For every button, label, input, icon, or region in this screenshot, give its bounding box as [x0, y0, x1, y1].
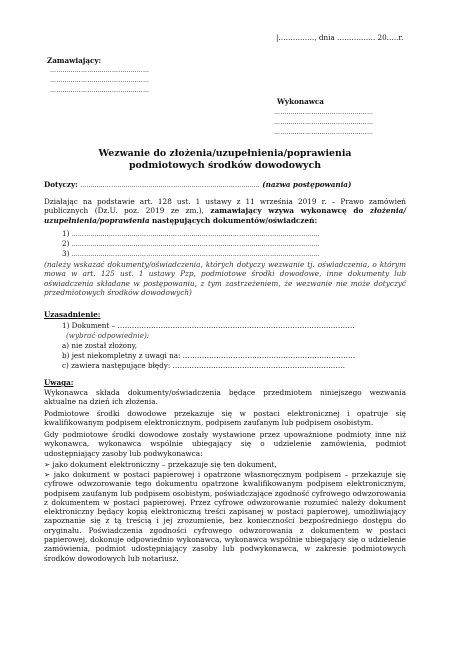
uzasadnienie-label: Uzasadnienie:	[44, 310, 101, 319]
uwaga-label: Uwaga:	[44, 378, 74, 387]
wykonawca-line-3: …………………………………………	[274, 129, 374, 136]
dotyczy-note: (nazwa postępowania)	[262, 180, 352, 189]
date-line: |……………, dnia ……………. 20…..r.	[276, 33, 404, 42]
zamawiajacy-line-1: …………………………………………	[50, 67, 150, 74]
item-num: 1)	[62, 229, 70, 238]
intro-text-3: złożenia/ uzupełnienia/poprawienia	[44, 206, 407, 225]
dotyczy-row	[44, 180, 351, 190]
option-num: c)	[62, 361, 69, 370]
intro-text-4: następujących dokumentów/oświadczeń:	[151, 215, 318, 225]
zamawiajacy-label: Zamawiający:	[47, 56, 102, 65]
list-item	[62, 239, 320, 249]
option-text: jest niekompletny z uwagi na: ………………………………………………………………	[71, 351, 356, 360]
intro-text-2: zamawiający wzywa wykonawcę do	[210, 206, 364, 216]
list-item	[62, 249, 320, 259]
option-row	[62, 361, 345, 370]
intro-note: (należy wskazać dokumenty/oświadczenia, których dotyczy wezwanie tj. oświadczenia, o którym mowa w art. 125 ust. 1 ustawy Pzp, podmiotowe środki dowodowe, inne dokumenty lub oświadczenia składane w postępowaniu, z tym zastrzeżeniem, że wezwanie nie może dotyczyć przedmiotowych środków dowodowych)	[44, 260, 406, 297]
document-line: 1) Dokument – ………………………………………………………………………………………	[62, 321, 355, 330]
item-dots: …………………………………………………………………………………………………………	[71, 251, 320, 258]
uwaga-paragraph: Podmiotowe środki dowodowe przekazuje się w postaci elektronicznej i opatruje się kwalifikowanym podpisem elektronicznym, podpisem zaufanym lub podpisem osobistym.	[44, 409, 406, 428]
uwaga-paragraph: Gdy podmiotowe środki dowodowe zostały wystawione przez upoważnione podmioty inne niż wykonawca, wykonawca wspólnie ubiegający się o udzielenie zamówienia, podmiot udostępniający zasoby lub podwykonawca:	[44, 430, 406, 458]
intro-paragraph	[44, 197, 406, 225]
dotyczy-dots: ……………………………………………………………………………	[80, 182, 260, 189]
wykonawca-line-1: …………………………………………	[274, 109, 374, 116]
option-num: b)	[62, 351, 70, 360]
zamawiajacy-line-2: …………………………………………	[50, 77, 150, 84]
option-row	[62, 341, 137, 350]
wykonawca-label: Wykonawca	[277, 97, 324, 106]
document-title-line-2: podmiotowych środków dowodowych	[128, 160, 322, 171]
item-dots: …………………………………………………………………………………………………………	[71, 241, 320, 248]
document-title-line-1: Wezwanie do złożenia/uzupełnienia/poprawienia	[98, 148, 352, 159]
item-num: 2)	[62, 239, 70, 248]
uwaga-bullet: ➢ jako dokument w postaci papierowej i opatrzone własnoręcznym podpisem – przekazuje się cyfrowe odwzorowanie tego dokumentu opatrzone kwalifikowanym podpisem elektronicznym, podpisem zaufanym lub podpisem osobistym, poświadczające zgodność cyfrowego odwzorowania z dokumentem w postaci papierowej. Przez cyfrowe odwzorowanie rozumieć należy dokument elektroniczny będący kopią elektroniczną treści zapisanej w postaci papierowej, umożliwiający zapoznanie się z tą treścią i jej zrozumienie, bez konieczności bezpośredniego dostępu do oryginału. Poświadczenia zgodności cyfrowego odwzorowania z dokumentem w postaci papierowej, dokonuje odpowiednio wykonawca, wykonawca wspólnie ubiegający się o udzielenie zamówienia, podmiot udostępniający zasoby lub podwykonawca, w zakresie podmiotowych środków dowodowych lub notariusz.	[44, 470, 406, 563]
dotyczy-label: Dotyczy:	[44, 180, 78, 189]
option-row	[62, 351, 355, 360]
item-num: 3)	[62, 249, 70, 258]
uwaga-bullet: ➢ jako dokument elektroniczny – przekazuje się ten dokument,	[44, 460, 277, 469]
option-text: nie został złożony,	[71, 341, 138, 350]
item-dots: …………………………………………………………………………………………………………	[71, 231, 320, 238]
uwaga-paragraph: Wykonawca składa dokumenty/oświadczenia będące przedmiotem niniejszego wezwania aktualne na dzień ich złożenia.	[44, 388, 406, 407]
option-num: a)	[62, 341, 70, 350]
intro-text-1: Działając na podstawie art. 128 ust. 1 ustawy z 11 września 2019 r. – Prawo zamówień publicznych (Dz.U. poz. 2019 ze zm.),	[44, 197, 406, 216]
zamawiajacy-line-3: …………………………………………	[50, 87, 150, 94]
option-text: zawiera następujące błędy: ………………………………………………………………	[71, 361, 346, 370]
list-item	[62, 229, 320, 239]
wykonawca-line-2: …………………………………………	[274, 119, 374, 126]
choose-note: (wybrać odpowiednie):	[66, 331, 150, 340]
